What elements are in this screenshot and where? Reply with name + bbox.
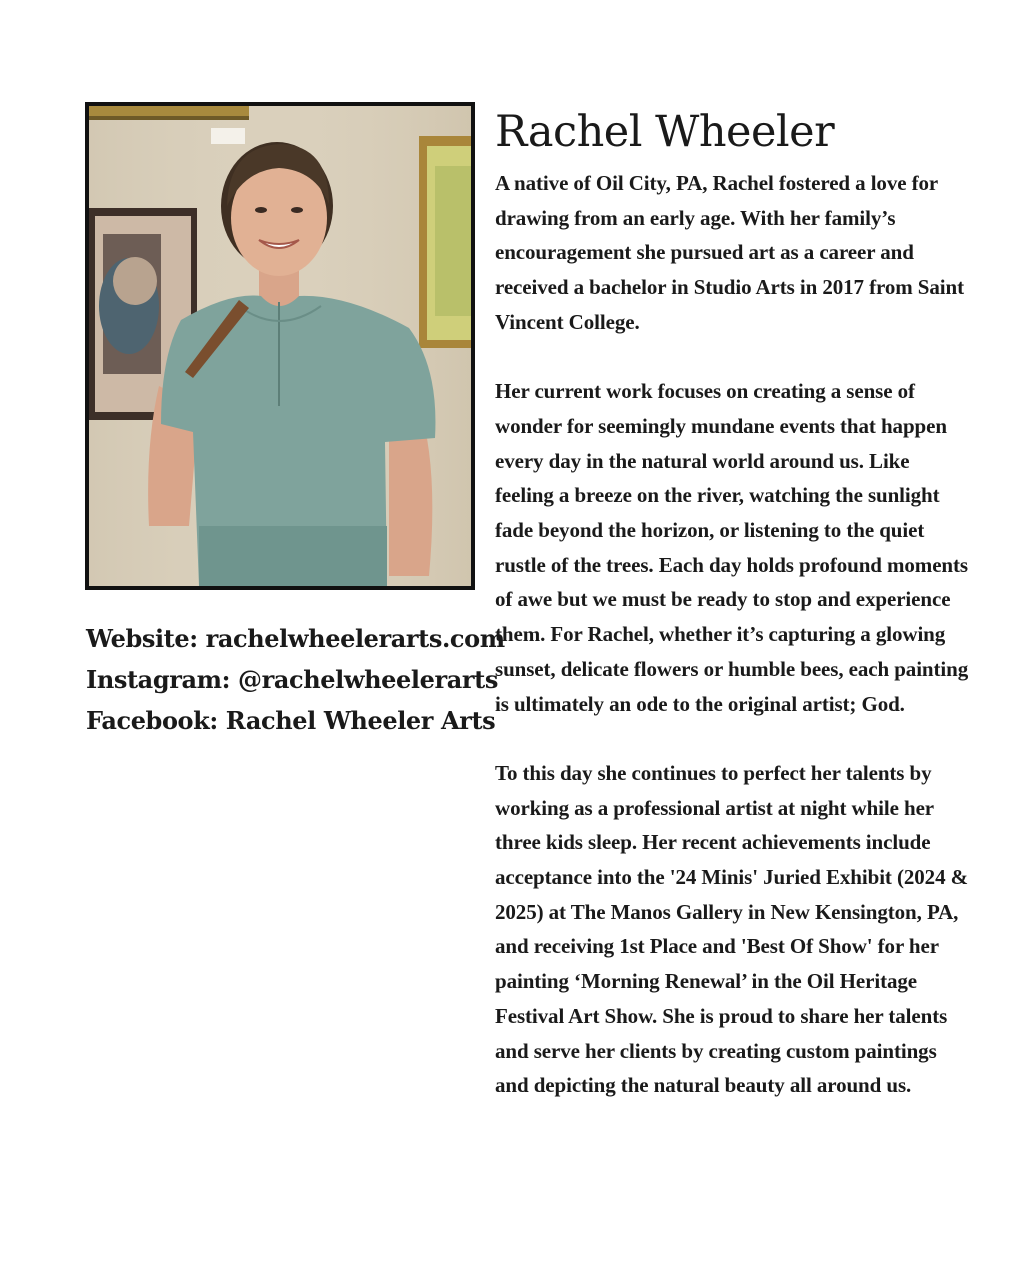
artist-portrait-photo <box>85 102 475 590</box>
contact-info <box>86 618 505 741</box>
bio-paragraph-origin: A native of Oil City, PA, Rachel fostered a love for drawing from an early age. With her family’s encouragement she pursued art as a career and received a bachelor in Studio Arts in 2017 from Saint Vincent College. <box>495 171 964 334</box>
website-line[interactable]: Website: rachelwheelerarts.com <box>86 624 505 653</box>
artist-name-heading: Rachel Wheeler <box>495 107 835 157</box>
instagram-line[interactable]: Instagram: @rachelwheelerarts <box>86 665 498 694</box>
facebook-line[interactable]: Facebook: Rachel Wheeler Arts <box>86 706 496 735</box>
bio-paragraph-current-work: Her current work focuses on creating a sense of wonder for seemingly mundane events that happen every day in the natural world around us. Like feeling a breeze on the river, watching the sunlight fade beyond the horizon, or listening to the quiet rustle of the trees. Each day holds profound moments of awe but we must be ready to stop and experience them. For Rachel, whether it’s capturing a glowing sunset, delicate flowers or humble bees, each painting is ultimately an ode to the original artist; God. <box>495 379 969 716</box>
portrait-illustration <box>89 106 471 586</box>
artist-bio <box>495 104 973 1103</box>
bio-paragraph-achievements: To this day she continues to perfect her talents by working as a professional artist at night while her three kids sleep. Her recent achievements include acceptance into the '24 Minis' Juried Exhibit (2024 & 2025) at The Manos Gallery in New Kensington, PA, and receiving 1st Place and 'Best Of Show' for her painting ‘Morning Renewal’ in the Oil Heritage Festival Art Show. She is proud to share her talents and serve her clients by creating custom paintings and depicting the natural beauty all around us. <box>495 760 969 1098</box>
